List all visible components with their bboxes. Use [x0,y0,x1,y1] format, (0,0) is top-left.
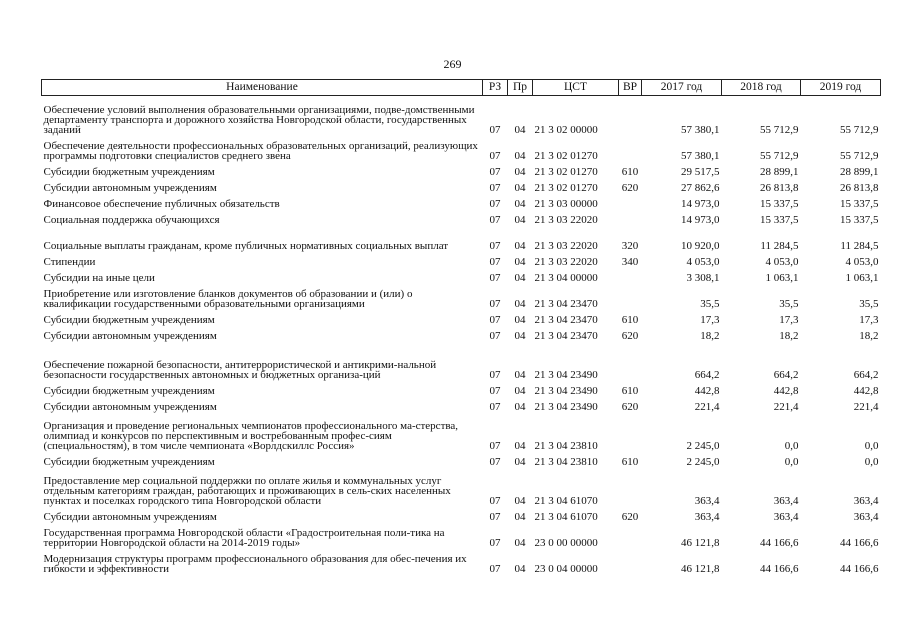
row-2019: 0,0 [864,439,879,452]
row-2017: 2 245,0 [686,439,720,452]
row-pr: 04 [514,384,526,397]
row-name: Социальные выплаты гражданам, кроме публичных нормативных социальных выплат [43,239,449,252]
row-vr [619,267,642,283]
row-cst: 21 3 04 23490 [534,368,598,381]
row-2017: 27 862,6 [681,181,720,194]
row-2017: 3 308,1 [686,271,720,284]
header-vr: ВР [619,80,642,96]
header-name: Наименование [42,80,483,96]
row-2019: 363,4 [853,494,879,507]
table-row [42,325,881,341]
row-2017: 57 380,1 [681,123,720,136]
table-row [42,209,881,225]
row-rz: 07 [489,313,501,326]
row-pr: 04 [514,181,526,194]
row-name: Модернизация структуры программ профессионального образования для обес-печения их гибкости и эффективности [43,552,467,575]
row-vr [619,467,642,506]
row-pr: 04 [514,149,526,162]
row-cst: 21 3 03 00000 [534,197,598,210]
row-rz: 07 [489,149,501,162]
row-pr: 04 [514,368,526,381]
row-pr: 04 [514,455,526,468]
row-2018: 363,4 [773,510,799,523]
row-vr [619,193,642,209]
row-vr [619,209,642,225]
row-name: Организация и проведение региональных чемпионатов профессионального ма-стерства, олимпиад и конкурсов по перспективным и востребованным профес-сиям (специальностям), в том числе чемпионата «Ворлдскиллс Россия» [43,419,459,452]
row-cst: 21 3 04 23810 [534,439,598,452]
row-2018: 221,4 [773,400,799,413]
table-row [42,341,881,380]
row-vr: 340 [621,255,639,268]
row-pr: 04 [514,213,526,226]
row-2017: 46 121,8 [681,562,720,575]
row-pr: 04 [514,494,526,507]
table-row [42,506,881,522]
page-number: 269 [443,57,462,71]
row-rz: 07 [489,562,501,575]
table-row [42,396,881,412]
row-vr [619,283,642,309]
row-vr [619,96,642,135]
row-2019: 17,3 [859,313,879,326]
row-rz: 07 [489,400,501,413]
row-cst: 21 3 02 01270 [534,165,598,178]
row-cst: 21 3 04 61070 [534,494,598,507]
row-cst: 21 3 03 22020 [534,239,598,252]
row-vr: 610 [621,165,639,178]
row-2019: 44 166,6 [840,536,879,549]
row-2019: 221,4 [853,400,879,413]
row-cst: 21 3 03 22020 [534,213,598,226]
row-2018: 15 337,5 [760,197,799,210]
row-pr: 04 [514,439,526,452]
table-row [42,135,881,161]
row-name: Финансовое обеспечение публичных обязательств [43,197,280,210]
table-row [42,522,881,548]
row-2017: 363,4 [694,510,720,523]
row-2018: 35,5 [779,297,799,310]
row-2019: 664,2 [853,368,879,381]
row-name: Субсидии автономным учреждениям [43,181,217,194]
row-cst: 21 3 04 23490 [534,400,598,413]
row-rz: 07 [489,255,501,268]
row-2019: 4 053,0 [845,255,879,268]
row-name: Субсидии автономным учреждениям [43,510,217,523]
row-name: Стипендии [43,255,96,268]
row-rz: 07 [489,536,501,549]
table-row [42,96,881,135]
row-pr: 04 [514,123,526,136]
row-2017: 35,5 [700,297,720,310]
header-pr: Пр [508,80,533,96]
row-2019: 442,8 [853,384,879,397]
row-name: Приобретение или изготовление бланков документов об образовании и (или) о квалификации государственными образовательными организациями [43,287,413,310]
row-2017: 4 053,0 [686,255,720,268]
table-body [42,96,881,574]
row-vr: 620 [621,329,639,342]
row-2018: 26 813,8 [760,181,799,194]
row-2019: 35,5 [859,297,879,310]
row-vr: 620 [621,510,639,523]
table-row [42,380,881,396]
row-name: Субсидии бюджетным учреждениям [43,384,215,397]
row-name: Субсидии бюджетным учреждениям [43,455,215,468]
header-2019: 2019 год [801,80,881,96]
table-header-row [42,80,881,96]
row-2019: 26 813,8 [840,181,879,194]
row-2017: 18,2 [700,329,720,342]
row-rz: 07 [489,494,501,507]
row-cst: 21 3 02 01270 [534,149,598,162]
row-vr: 610 [621,313,639,326]
row-rz: 07 [489,213,501,226]
table-row [42,451,881,467]
row-2018: 18,2 [779,329,799,342]
row-2019: 11 284,5 [840,239,879,252]
row-2018: 11 284,5 [760,239,799,252]
row-2017: 29 517,5 [681,165,720,178]
row-2017: 2 245,0 [686,455,720,468]
row-2017: 221,4 [694,400,720,413]
row-cst: 21 3 02 01270 [534,181,598,194]
row-name: Обеспечение условий выполнения образовательными организациями, подве-домственными департаменту транспорта и дорожного хозяйства Новгородской области, государственных заданий [43,103,475,136]
row-2018: 1 063,1 [765,271,799,284]
table-row [42,225,881,251]
row-rz: 07 [489,271,501,284]
row-2018: 44 166,6 [760,536,799,549]
row-rz: 07 [489,455,501,468]
row-name: Субсидии автономным учреждениям [43,400,217,413]
row-pr: 04 [514,165,526,178]
row-cst: 21 3 04 61070 [534,510,598,523]
table-row [42,161,881,177]
row-pr: 04 [514,297,526,310]
row-2018: 44 166,6 [760,562,799,575]
row-name: Субсидии на иные цели [43,271,155,284]
row-name: Государственная программа Новгородской области «Градостроительная поли-тика на территории Новгородской области на 2014-2019 годы» [43,526,445,549]
row-2018: 442,8 [773,384,799,397]
row-2018: 55 712,9 [760,149,799,162]
table-row [42,548,881,574]
row-vr: 620 [621,400,639,413]
row-name: Субсидии бюджетным учреждениям [43,313,215,326]
header-cst: ЦСТ [533,80,619,96]
row-cst: 21 3 04 00000 [534,271,598,284]
row-cst: 23 0 00 00000 [534,536,598,549]
row-vr: 320 [621,239,639,252]
row-vr [619,341,642,380]
row-2017: 57 380,1 [681,149,720,162]
row-vr: 620 [621,181,639,194]
row-2017: 664,2 [694,368,720,381]
row-rz: 07 [489,123,501,136]
row-2019: 1 063,1 [845,271,879,284]
row-rz: 07 [489,297,501,310]
row-2019: 363,4 [853,510,879,523]
row-name: Субсидии автономным учреждениям [43,329,217,342]
row-2018: 0,0 [784,455,799,468]
row-2018: 55 712,9 [760,123,799,136]
row-cst: 21 3 04 23810 [534,455,598,468]
table-row [42,177,881,193]
row-2018: 28 899,1 [760,165,799,178]
row-2017: 17,3 [700,313,720,326]
row-pr: 04 [514,197,526,210]
row-cst: 21 3 04 23470 [534,329,598,342]
table-row [42,412,881,451]
row-2018: 0,0 [784,439,799,452]
row-vr [619,522,642,548]
row-rz: 07 [489,329,501,342]
row-pr: 04 [514,536,526,549]
row-pr: 04 [514,239,526,252]
row-pr: 04 [514,313,526,326]
row-rz: 07 [489,239,501,252]
row-2019: 55 712,9 [840,123,879,136]
header-rz: РЗ [483,80,508,96]
row-vr: 610 [621,384,639,397]
row-pr: 04 [514,255,526,268]
row-rz: 07 [489,197,501,210]
row-pr: 04 [514,271,526,284]
row-name: Социальная поддержка обучающихся [43,213,220,226]
table-row [42,193,881,209]
row-vr [619,412,642,451]
row-cst: 23 0 04 00000 [534,562,598,575]
row-cst: 21 3 04 23490 [534,384,598,397]
row-2018: 17,3 [779,313,799,326]
row-2018: 15 337,5 [760,213,799,226]
row-rz: 07 [489,165,501,178]
row-2018: 664,2 [773,368,799,381]
table-row [42,251,881,267]
header-2018: 2018 год [722,80,801,96]
row-cst: 21 3 04 23470 [534,297,598,310]
row-2019: 15 337,5 [840,213,879,226]
row-name: Обеспечение пожарной безопасности, антитеррористической и антикрими-нальной безопасности государственных автономных и бюджетных организа-ций [43,358,437,381]
row-name: Субсидии бюджетным учреждениям [43,165,215,178]
row-2019: 18,2 [859,329,879,342]
header-2017: 2017 год [642,80,722,96]
row-2017: 10 920,0 [681,239,720,252]
row-vr [619,135,642,161]
row-2019: 55 712,9 [840,149,879,162]
row-pr: 04 [514,562,526,575]
row-2019: 44 166,6 [840,562,879,575]
row-2019: 0,0 [864,455,879,468]
row-cst: 21 3 03 22020 [534,255,598,268]
row-2018: 4 053,0 [765,255,799,268]
row-pr: 04 [514,400,526,413]
row-pr: 04 [514,510,526,523]
row-rz: 07 [489,384,501,397]
row-2018: 363,4 [773,494,799,507]
table-row [42,267,881,283]
row-2019: 15 337,5 [840,197,879,210]
row-name: Обеспечение деятельности профессиональных образовательных организаций, реализующих программы подготовки специалистов среднего звена [43,139,478,162]
row-vr [619,548,642,574]
table-row [42,309,881,325]
table-row [42,467,881,506]
table-row [42,283,881,309]
row-2017: 46 121,8 [681,536,720,549]
row-2017: 442,8 [694,384,720,397]
row-rz: 07 [489,181,501,194]
row-2017: 14 973,0 [681,213,720,226]
budget-table [41,79,881,574]
row-2019: 28 899,1 [840,165,879,178]
row-cst: 21 3 04 23470 [534,313,598,326]
row-vr: 610 [621,455,639,468]
row-rz: 07 [489,368,501,381]
row-pr: 04 [514,329,526,342]
row-2017: 14 973,0 [681,197,720,210]
row-rz: 07 [489,510,501,523]
row-rz: 07 [489,439,501,452]
row-name: Предоставление мер социальной поддержки по оплате жилья и коммунальных услуг отдельным категориям граждан, работающих и проживающих в сель-ских населенных пунктах и поселках городского типа Новгородской области [43,474,451,507]
row-2017: 363,4 [694,494,720,507]
row-cst: 21 3 02 00000 [534,123,598,136]
